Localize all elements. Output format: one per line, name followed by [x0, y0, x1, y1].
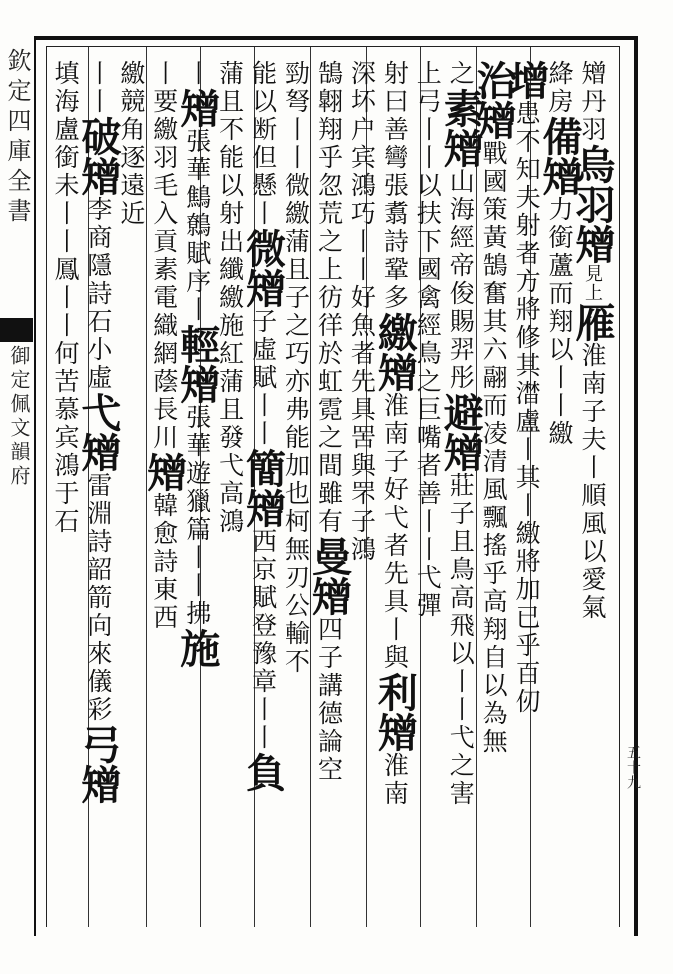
- margin-section-title: 御定佩文韻府: [7, 345, 31, 489]
- entry-text: 丨丨: [83, 60, 113, 116]
- headword: 避矰: [437, 392, 485, 472]
- headword: 備矰: [536, 116, 584, 196]
- entry-text: 弓丨丨以扶下國: [413, 88, 443, 284]
- entry-text: 蒲且不能以射: [215, 60, 245, 228]
- text-column: [344, 60, 377, 920]
- entry-text: 淮南子好弋者先具丨與: [380, 392, 410, 672]
- entry-text: 子鴻: [347, 508, 377, 564]
- entry-text: 之: [446, 60, 476, 88]
- headword: 利矰: [371, 672, 419, 752]
- entry-text: 競角逐遠近: [116, 88, 146, 228]
- entry-text: 莊子且鳥高飛以丨丨弋之害: [446, 472, 476, 808]
- entry-text: 淮南子夫丨順風以愛氣: [577, 342, 607, 622]
- text-column: [74, 60, 122, 920]
- margin-black-block: [0, 318, 33, 342]
- headword: 微矰: [239, 228, 287, 308]
- entry-text: 禽經鳥之巨嘴者善丨丨弋彈: [413, 284, 443, 620]
- entry-text: 鳳丨丨何苦慕宾鴻: [50, 256, 80, 480]
- entry-text: 淮南: [380, 752, 410, 808]
- headword: 負: [239, 752, 287, 792]
- entry-text: 勁弩丨丨微繳蒲且子之巧亦弗能加也: [281, 60, 311, 508]
- page-number: 五十九: [625, 745, 641, 790]
- text-column: [410, 60, 443, 920]
- headword: 增: [503, 60, 551, 100]
- entry-text: 于石: [50, 480, 80, 536]
- headword: 素矰: [437, 88, 485, 168]
- entry-text: 張華遊獵篇丨丨拂: [182, 404, 212, 628]
- headword: 曼矰: [305, 536, 353, 616]
- headword: 治矰: [470, 60, 518, 140]
- entry-text: 雷淵詩韶箭向來儀彩: [83, 472, 113, 724]
- text-column: [437, 60, 485, 920]
- text-column: [470, 60, 518, 920]
- entry-text: 李商隱詩石小虛: [83, 196, 113, 392]
- entry-text: 西京賦登豫章丨丨: [248, 528, 278, 752]
- text-column: [536, 60, 584, 920]
- entry-text: 張華鷦鷯賦序丨: [182, 128, 212, 324]
- entry-text: 患不知夫射者方將修其澘盧丨其丨繳將加已乎百仞: [512, 100, 542, 716]
- text-column: [140, 60, 188, 920]
- text-column: [48, 60, 81, 920]
- text-column: [239, 60, 287, 920]
- headword: 簡矰: [239, 448, 287, 528]
- entry-text: 韓愈詩東西: [149, 492, 179, 632]
- entry-text: 戰國策黃鵠奮其六翮而凌清風飄搖乎高翔自以為無: [479, 140, 509, 756]
- entry-text: 上: [413, 60, 443, 88]
- headword: 繳矰: [371, 312, 419, 392]
- headword: 施: [173, 628, 221, 668]
- text-column: [213, 60, 246, 920]
- entry-text: 出纖繳施: [215, 228, 245, 340]
- headword: 烏羽矰: [568, 144, 616, 264]
- entry-text: 力銜蘆而翔以丨丨繳: [545, 196, 575, 448]
- headword: 雁: [568, 302, 616, 342]
- entry-text: 素電織網蔭長川: [149, 256, 179, 452]
- entry-text: 紅蒲且發弋高鴻: [215, 340, 245, 536]
- entry-text: 好魚者先具罟與罘: [347, 284, 377, 508]
- text-column: [371, 60, 419, 920]
- entry-text: 射曰善彎張翥詩鞏多: [380, 60, 410, 312]
- entry-text: 深坏户宾鴻巧丨丨: [347, 60, 377, 284]
- margin-book-title: 欽定四庫全書: [3, 48, 31, 228]
- entry-text: 子虛賦丨丨: [248, 308, 278, 448]
- entry-text: 繳: [116, 60, 146, 88]
- headword: 輕矰: [173, 324, 221, 404]
- entry-text: 鵠翺翔乎忽荒之上彷徉於虹霓之間雖有: [314, 60, 344, 536]
- headword: 矰: [140, 452, 188, 492]
- entry-text: 四子講德論空: [314, 616, 344, 784]
- entry-text: 丨: [182, 60, 212, 88]
- headword: 矰: [173, 88, 221, 128]
- headword: 破矰: [74, 116, 122, 196]
- entry-text: 見上: [581, 264, 603, 302]
- headword: 弋矰: [74, 392, 122, 472]
- entry-text: 絳房: [545, 60, 575, 116]
- headword: 弓矰: [74, 724, 122, 804]
- entry-text: 山海經帝俊賜羿彤: [446, 168, 476, 392]
- entry-text: 能以断但懸丨: [248, 60, 278, 228]
- text-column: [305, 60, 353, 920]
- entry-text: 矰丹羽: [577, 60, 607, 144]
- entry-text: 柯無刃公輸不: [281, 508, 311, 676]
- text-column: [503, 60, 551, 920]
- entry-text: 丨要繳羽毛入貢: [149, 60, 179, 256]
- entry-text: 填海盧銜未丨丨: [50, 60, 80, 256]
